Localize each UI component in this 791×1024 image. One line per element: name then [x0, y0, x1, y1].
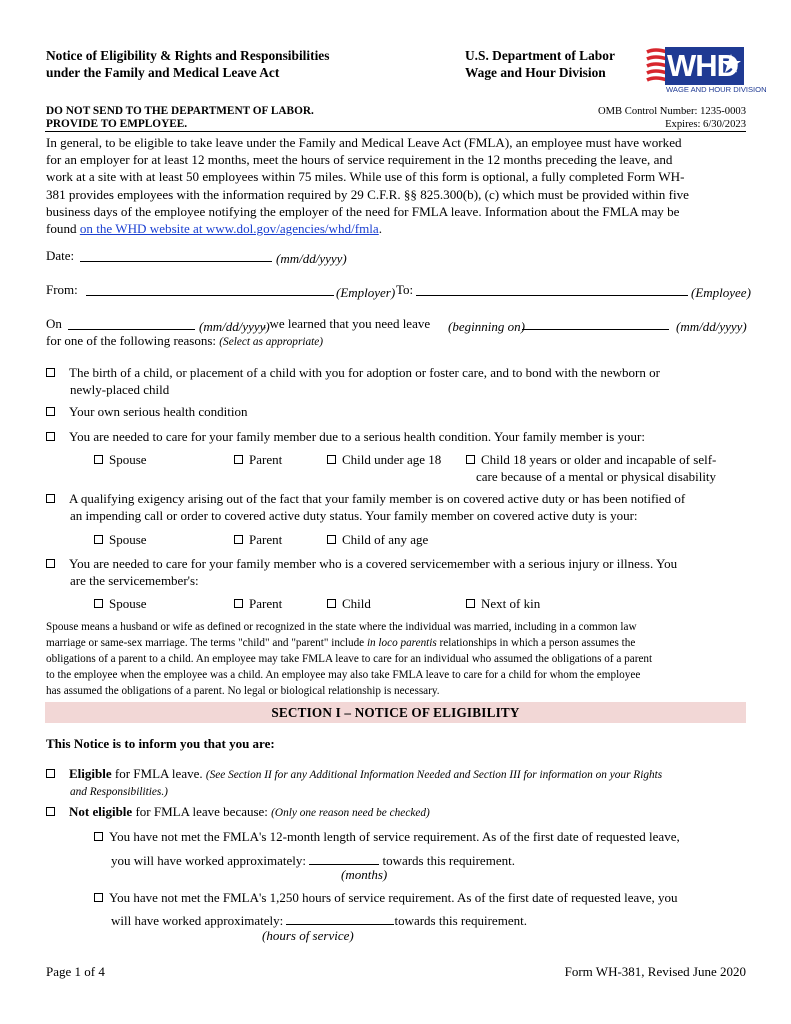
- checkbox-servicemember[interactable]: [46, 559, 55, 568]
- learned-text: , we learned that you need leave: [263, 316, 431, 331]
- definitions-line: has assumed the obligations of a parent. No legal or biological relationship is necessary.: [46, 685, 440, 697]
- form-title: [46, 47, 329, 81]
- family-option-child-under-18: [327, 451, 441, 468]
- intro-period: .: [378, 221, 383, 237]
- form-title-line2: under the Family and Medical Leave Act: [46, 65, 280, 80]
- definitions-line: Spouse means a husband or wife as defined or recognized in the state where the individual was married, including in a common law: [46, 621, 637, 633]
- whd-website-link[interactable]: on the WHD website at www.dol.gov/agencies/whd/fmla: [79, 221, 379, 237]
- checkbox-birth[interactable]: [46, 368, 55, 377]
- definitions-text: relationships in which a person assumes the: [436, 637, 636, 649]
- exigency-option-parent: [234, 531, 282, 548]
- intro-paragraph: [46, 134, 751, 237]
- months-option: [94, 828, 680, 845]
- servicemember-option-next-of-kin: [466, 595, 540, 612]
- months-field[interactable]: [309, 852, 379, 865]
- servicemember-option-child: [327, 595, 371, 612]
- eligible-note: (See Section II for any Additional Information Needed and Section III for information on your Rights: [205, 769, 663, 781]
- intro-line: [46, 220, 751, 237]
- checkbox-family-parent[interactable]: [234, 455, 243, 464]
- reason-servicemember-text-2: are the servicemember's:: [70, 573, 199, 588]
- notice-line2: PROVIDE TO EMPLOYEE.: [46, 118, 188, 130]
- agency-line2: Wage and Hour Division: [465, 65, 606, 80]
- checkbox-hours[interactable]: [94, 893, 103, 902]
- to-label: To:: [396, 282, 414, 297]
- servicemember-option-parent: [234, 595, 282, 612]
- family-option-spouse: [94, 451, 147, 468]
- beginning-date-hint: (mm/dd/yyyy): [676, 319, 747, 334]
- section-1-intro: This Notice is to inform you that you are:: [46, 736, 275, 751]
- beginning-hint: (beginning on): [448, 319, 525, 334]
- intro-line: In general, to be eligible to take leave under the Family and Medical Leave Act (FMLA), an employee must have worked: [46, 135, 682, 150]
- exigency-spouse-label: Spouse: [109, 532, 147, 547]
- reason-exigency-text: A qualifying exigency arising out of the fact that your family member is on covered active duty or has been notified of: [69, 491, 686, 506]
- family-option-parent: [234, 451, 282, 468]
- checkbox-family-spouse[interactable]: [94, 455, 103, 464]
- family-parent-label: Parent: [249, 452, 283, 467]
- notice-line1: DO NOT SEND TO THE DEPARTMENT OF LABOR.: [46, 105, 314, 117]
- reason-exigency: [46, 490, 751, 524]
- expires-date: Expires: 6/30/2023: [665, 119, 746, 130]
- family-option-child-18-plus: [466, 451, 751, 485]
- reason-family-care: [46, 428, 645, 445]
- reason-own-health-text: Your own serious health condition: [69, 404, 248, 419]
- exigency-option-child: [327, 531, 428, 548]
- checkbox-service-parent[interactable]: [234, 599, 243, 608]
- eligible-bold: Eligible: [69, 766, 112, 781]
- reason-servicemember: [46, 555, 751, 589]
- learned-date-hint: (mm/dd/yyyy): [199, 319, 270, 334]
- service-next-of-kin-label: Next of kin: [481, 596, 541, 611]
- not-eligible-note: (Only one reason need be checked): [271, 807, 430, 819]
- eligible-text: for FMLA leave.: [111, 766, 206, 781]
- hours-towards-text: towards this requirement.: [394, 913, 527, 928]
- checkbox-service-next-of-kin[interactable]: [466, 599, 475, 608]
- page-number: Page 1 of 4: [46, 964, 105, 979]
- checkbox-months[interactable]: [94, 832, 103, 841]
- definitions-line: [46, 635, 751, 651]
- beginning-date-field[interactable]: [522, 329, 669, 330]
- definitions-line: obligations of a parent to a child. An employee may take FMLA leave to care for an individual who assumed the obligations of a parent: [46, 653, 653, 665]
- learned-date-field[interactable]: [68, 329, 195, 330]
- service-spouse-label: Spouse: [109, 596, 147, 611]
- intro-found-text: found: [46, 221, 80, 237]
- employer-field[interactable]: [86, 295, 334, 296]
- service-parent-label: Parent: [249, 596, 283, 611]
- agency-name: [465, 47, 615, 81]
- employee-field[interactable]: [416, 295, 688, 296]
- exigency-option-spouse: [94, 531, 147, 548]
- hours-text: You have not met the FMLA's 1,250 hours of service requirement. As of the first date of requested leave, you: [109, 890, 678, 905]
- reason-exigency-text-2: an impending call or order to covered active duty status. Your family member on covered active duty is your:: [70, 508, 638, 523]
- months-approx-text: you will have worked approximately:: [111, 853, 310, 868]
- eligible-note-2: and Responsibilities.): [70, 786, 168, 798]
- form-revision: Form WH-381, Revised June 2020: [564, 964, 746, 979]
- header-rule: [45, 131, 746, 132]
- eligible-option: [46, 765, 751, 801]
- definitions-paragraph: [46, 619, 751, 699]
- reason-birth-text-2: newly-placed child: [70, 382, 170, 397]
- employer-hint: (Employer): [336, 285, 396, 300]
- exigency-parent-label: Parent: [249, 532, 283, 547]
- select-hint: (Select as appropriate): [219, 336, 324, 348]
- logo-caption: WAGE AND HOUR DIVISION: [666, 85, 767, 94]
- do-not-send-notice: [46, 105, 314, 131]
- reason-birth-text: The birth of a child, or placement of a child with you for adoption or foster care, and to bond with the newborn or: [69, 365, 660, 380]
- logo-text: WHD: [667, 48, 739, 83]
- whd-logo: [645, 44, 767, 94]
- omb-block: [560, 105, 746, 131]
- date-field[interactable]: [80, 261, 272, 262]
- intro-line: 381 provides employees with the information required by 29 C.F.R. §§ 825.300(b), (c) which must be provided within five: [46, 186, 689, 202]
- family-spouse-label: Spouse: [109, 452, 147, 467]
- months-towards-text: towards this requirement.: [379, 853, 515, 868]
- servicemember-option-spouse: [94, 595, 147, 612]
- checkbox-exigency[interactable]: [46, 494, 55, 503]
- hours-hint: (hours of service): [262, 928, 354, 943]
- definitions-italic: in loco parentis: [366, 637, 437, 649]
- checkbox-family-child-under-18[interactable]: [327, 455, 336, 464]
- months-text: You have not met the FMLA's 12-month length of service requirement. As of the first date of requested leave,: [109, 829, 680, 844]
- months-hint: (months): [341, 867, 388, 882]
- employee-hint: (Employee): [691, 285, 751, 300]
- reasons-text: for one of the following reasons:: [46, 333, 217, 348]
- checkbox-exigency-parent[interactable]: [234, 535, 243, 544]
- reason-own-health: [46, 403, 248, 420]
- months-line-2: [111, 852, 515, 869]
- on-label: On: [46, 316, 62, 331]
- intro-line: for an employer for at least 12 months, meet the hours of service requirement in the 12 months preceding the leave, and: [46, 152, 673, 168]
- definitions-text: marriage or same-sex marriage. The terms "child" and "parent" include: [46, 637, 367, 649]
- checkbox-not-eligible[interactable]: [46, 807, 55, 816]
- not-eligible-option: [46, 803, 430, 822]
- checkbox-service-child[interactable]: [327, 599, 336, 608]
- hours-approx-text: will have worked approximately:: [111, 913, 287, 928]
- family-child-18-label: Child 18 years or older and incapable of self-: [481, 452, 717, 467]
- reason-family-care-text: You are needed to care for your family member due to a serious health condition. Your family member is your:: [69, 429, 645, 444]
- omb-control-number: OMB Control Number: 1235-0003: [597, 106, 746, 117]
- not-eligible-bold: Not eligible: [69, 804, 133, 819]
- checkbox-exigency-child[interactable]: [327, 535, 336, 544]
- hours-option: [94, 889, 678, 906]
- checkbox-family-care[interactable]: [46, 432, 55, 441]
- date-hint: (mm/dd/yyyy): [276, 251, 347, 266]
- intro-line: business days of the employee notifying the employer of the need for FMLA leave. Information about the FMLA may be: [46, 203, 680, 219]
- section-1-heading: SECTION I – NOTICE OF ELIGIBILITY: [45, 702, 746, 723]
- family-child-under-18-label: Child under age 18: [342, 452, 442, 467]
- agency-line1: U.S. Department of Labor: [465, 48, 615, 63]
- checkbox-family-child-18-plus[interactable]: [466, 455, 475, 464]
- hours-field[interactable]: [286, 912, 394, 925]
- definitions-line: to the employee when the employee was a child. An employee may also take FMLA leave to care for a child for whom the employee: [46, 669, 641, 681]
- intro-line: work at a site with at least 50 employees within 75 miles. While use of this form is optional, a fully completed Form WH-: [46, 169, 685, 185]
- reason-birth: [46, 364, 746, 398]
- reasons-intro: [46, 332, 323, 351]
- form-title-line1: Notice of Eligibility & Rights and Responsibilities: [46, 48, 330, 63]
- checkbox-exigency-spouse[interactable]: [94, 535, 103, 544]
- checkbox-own-health[interactable]: [46, 407, 55, 416]
- service-child-label: Child: [342, 596, 371, 611]
- from-label: From:: [46, 282, 78, 297]
- family-child-18-label-2: care because of a mental or physical disability: [476, 469, 717, 484]
- checkbox-service-spouse[interactable]: [94, 599, 103, 608]
- checkbox-eligible[interactable]: [46, 769, 55, 778]
- reason-servicemember-text: You are needed to care for your family member who is a covered servicemember with a serious injury or illness. You: [69, 556, 678, 571]
- exigency-child-label: Child of any age: [342, 532, 429, 547]
- not-eligible-text: for FMLA leave because:: [132, 804, 272, 819]
- date-label: Date:: [46, 248, 75, 263]
